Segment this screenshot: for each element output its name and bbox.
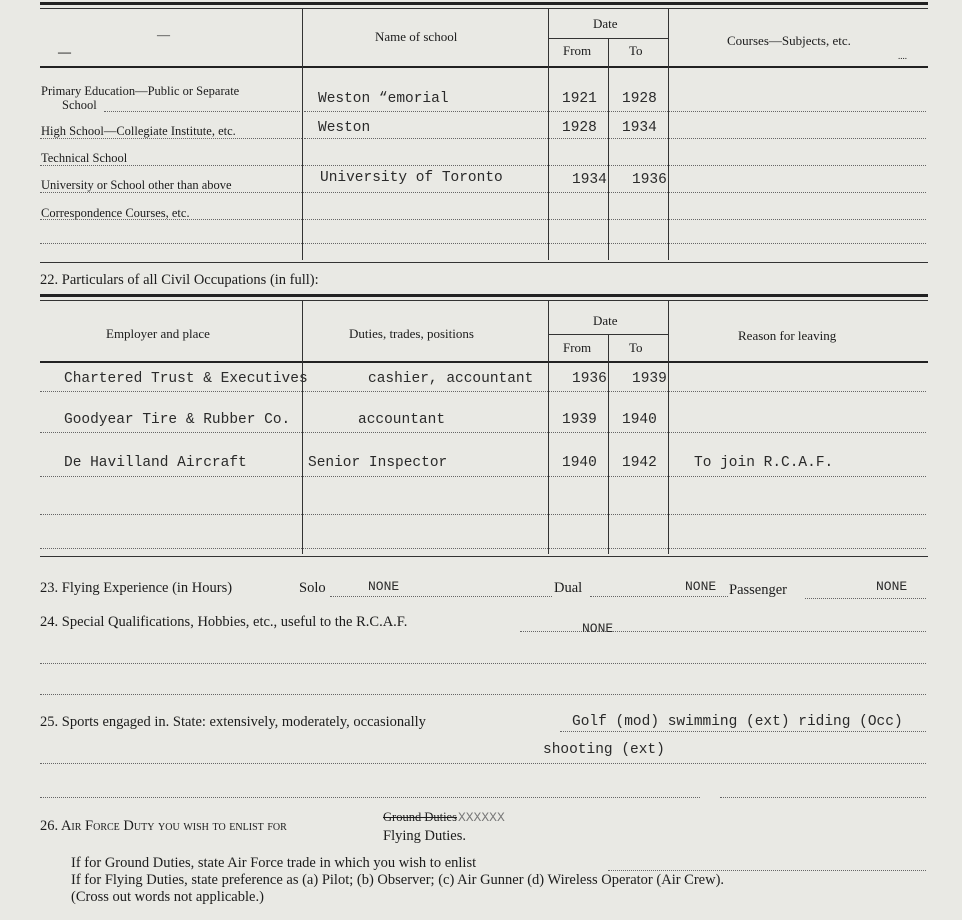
occ-header-bottom-rule	[40, 361, 928, 363]
edu-row-rule	[40, 165, 926, 166]
flying-passenger-label: Passenger	[729, 582, 787, 598]
special-extra-line	[40, 694, 926, 695]
occ-to-value: 1939	[632, 371, 667, 387]
edu-from-value: 1928	[562, 120, 597, 136]
occ-col-divider-2	[548, 300, 549, 554]
occ-header-duties: Duties, trades, positions	[349, 326, 474, 341]
occ-to-value: 1942	[622, 455, 657, 471]
top-rule-thin	[40, 8, 928, 9]
edu-header-date: Date	[593, 16, 618, 31]
occ-from-value: 1940	[562, 455, 597, 471]
occ-row-rule	[40, 476, 926, 477]
edu-col-divider-2	[548, 8, 549, 260]
edu-school-value: Weston	[318, 120, 371, 136]
occ-header-from: From	[563, 340, 592, 355]
edu-row-rule	[40, 219, 926, 220]
occ-col-divider-1	[302, 300, 303, 554]
occ-top-rule	[40, 294, 928, 297]
edu-from-value: 1921	[562, 91, 597, 107]
special-label: 24. Special Qualifications, Hobbies, etc., useful to the R.C.A.F.	[40, 614, 408, 630]
edu-row-label: University or School other than above	[41, 178, 232, 192]
occ-header-reason: Reason for leaving	[738, 328, 837, 343]
sports-line1-value: Golf (mod) swimming (ext) riding (Occ)	[572, 714, 903, 730]
flying-dual-line	[590, 596, 728, 597]
edu-bottom-rule	[40, 262, 928, 263]
occ-duties-value: Senior Inspector	[308, 455, 448, 471]
edu-row-rule	[304, 138, 926, 139]
occ-col-divider-4	[668, 300, 669, 554]
flying-dual-label: Dual	[554, 580, 583, 596]
edu-col-divider-4	[668, 8, 669, 260]
flying-passenger-line	[805, 598, 926, 599]
duty-label-text: 26. Air Force Duty you wish to enlist for	[40, 818, 287, 834]
occ-from-value: 1936	[572, 371, 607, 387]
occ-row-rule	[40, 432, 926, 433]
edu-row-label: Correspondence Courses, etc.	[41, 206, 190, 220]
occ-duties-value: accountant	[358, 412, 446, 428]
edu-header-school: Name of school	[375, 29, 458, 44]
special-line	[520, 631, 926, 632]
occ-header-date: Date	[593, 313, 618, 328]
edu-row-rule	[40, 192, 926, 193]
edu-row-label: Primary Education—Public or Separate	[41, 84, 240, 98]
sports-label: 25. Sports engaged in. State: extensively, moderately, occasionally	[40, 714, 426, 730]
flying-dual-value: NONE	[685, 579, 717, 594]
edu-from-value: 1934	[572, 172, 607, 188]
edu-col-divider-1	[302, 8, 303, 260]
sports-extra-line	[40, 797, 700, 798]
edu-header-dash: —	[157, 27, 170, 42]
sports-line2-value: shooting (ext)	[543, 742, 665, 758]
flying-solo-label: Solo	[299, 580, 326, 596]
sports-line	[560, 731, 926, 732]
occ-col-divider-3	[608, 334, 609, 554]
edu-to-value: 1936	[632, 172, 667, 188]
edu-to-value: 1928	[622, 91, 657, 107]
edu-row-label: High School—Collegiate Institute, etc.	[41, 124, 236, 138]
edu-header-from: From	[563, 43, 592, 58]
sports-extra-line	[720, 797, 926, 798]
occ-bottom-rule	[40, 556, 928, 557]
duty-choice: Flying Duties.	[383, 828, 466, 844]
edu-header-courses: Courses—Subjects, etc.	[727, 33, 851, 48]
edu-school-value: University of Toronto	[320, 170, 503, 186]
duty-label	[40, 818, 287, 835]
occ-reason-value: To join R.C.A.F.	[694, 455, 834, 471]
edu-col-divider-3	[608, 38, 609, 260]
edu-header-ellipsis: ....	[898, 51, 907, 61]
edu-row-rule	[304, 111, 926, 112]
edu-to-value: 1934	[622, 120, 657, 136]
edu-header-bottom-rule	[40, 66, 928, 68]
sports-extra-line	[40, 763, 926, 764]
occupations-title: 22. Particulars of all Civil Occupations (in full):	[40, 272, 319, 288]
occ-employer-value: De Havilland Aircraft	[64, 455, 247, 471]
duty-ground-struck	[383, 810, 505, 825]
top-rule	[40, 2, 928, 5]
duty-ground-fill-line	[608, 870, 926, 871]
duty-ground-line: If for Ground Duties, state Air Force trade in which you wish to enlist	[71, 855, 477, 871]
flying-label: 23. Flying Experience (in Hours)	[40, 580, 233, 596]
edu-row-leader	[40, 138, 302, 139]
edu-row-label: Technical School	[41, 151, 128, 165]
duty-cross-out-note: (Cross out words not applicable.)	[71, 889, 264, 905]
occ-employer-value: Chartered Trust & Executives	[64, 371, 308, 387]
occ-top-rule-thin	[40, 300, 928, 301]
edu-row-label-cont: School	[62, 98, 97, 112]
occ-row-rule	[40, 391, 926, 392]
occ-header-employer: Employer and place	[106, 326, 210, 341]
edu-row-leader	[104, 111, 300, 112]
duty-flying-line: If for Flying Duties, state preference as (a) Pilot; (b) Observer; (c) Air Gunner (d) Wireless Operator (Air Crew).	[71, 872, 725, 888]
flying-solo-value: NONE	[368, 579, 400, 594]
occ-row-rule	[40, 548, 926, 549]
duty-struck-text: Ground Duties	[383, 810, 457, 824]
special-extra-line	[40, 663, 926, 664]
flying-passenger-value: NONE	[876, 579, 908, 594]
edu-school-value: Weston “emorial	[318, 91, 449, 107]
occ-from-value: 1939	[562, 412, 597, 428]
duty-struck-overtype: XXXXXX	[457, 810, 505, 825]
occ-to-value: 1940	[622, 412, 657, 428]
flying-solo-line	[330, 596, 552, 597]
edu-header-mark: —	[58, 44, 71, 59]
special-value: NONE	[582, 621, 614, 636]
occ-row-rule	[40, 514, 926, 515]
edu-row-rule	[40, 243, 926, 244]
occ-header-to: To	[629, 340, 643, 355]
occ-employer-value: Goodyear Tire & Rubber Co.	[64, 412, 291, 428]
edu-header-to: To	[629, 43, 643, 58]
occ-duties-value: cashier, accountant	[368, 371, 534, 387]
